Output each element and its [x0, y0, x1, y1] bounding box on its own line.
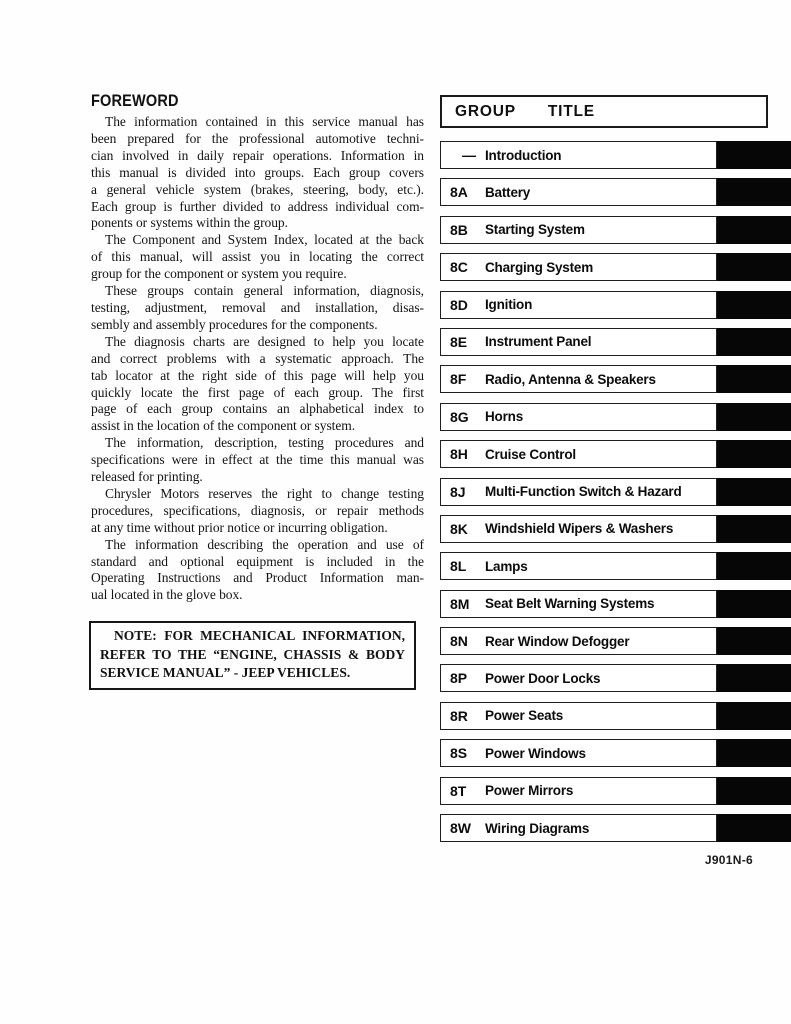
- group-tab-marker: [717, 365, 791, 393]
- group-row: [440, 141, 791, 169]
- text-line: REFER TO THE “ENGINE, CHASSIS & BODY: [100, 646, 405, 662]
- group-tab-marker: [717, 291, 791, 319]
- group-tab-marker: [717, 216, 791, 244]
- text-line: The information describing the operation and use of: [105, 536, 424, 552]
- text-line: page of each group contains an alphabetical index to: [91, 401, 424, 417]
- text-line: The information contained in this service manual has: [105, 114, 424, 129]
- group-row: [440, 291, 791, 319]
- group-row: [440, 178, 791, 206]
- group-row-label-box: [440, 515, 717, 543]
- text-line: Each group is further divided to address individual com-: [91, 198, 424, 214]
- group-code: 8G: [450, 408, 469, 425]
- group-code: 8H: [450, 446, 468, 463]
- group-code: 8K: [450, 520, 468, 537]
- group-row-label-box: [440, 291, 717, 319]
- text-line: ponents or systems within the group.: [91, 215, 288, 231]
- group-row: [440, 777, 791, 805]
- text-line: of this manual, will assist you in locating the correct: [91, 249, 424, 265]
- group-column-label: GROUP: [455, 102, 516, 120]
- text-line: specifications were in effect at the time this manual was: [91, 452, 424, 468]
- foreword-paragraph: [91, 537, 424, 605]
- group-row-label-box: [440, 178, 717, 206]
- group-title: Seat Belt Warning Systems: [485, 596, 655, 612]
- group-title: Power Mirrors: [485, 783, 574, 799]
- group-tab-marker: [717, 403, 791, 431]
- group-code: 8T: [450, 782, 467, 799]
- group-title: Power Windows: [485, 745, 586, 761]
- text-line: sembly and assembly procedures for the components.: [91, 316, 378, 332]
- group-tab-marker: [717, 440, 791, 468]
- group-index-header: [440, 95, 768, 128]
- text-line: cian involved in daily repair operations. Information in: [91, 147, 424, 163]
- group-row: [440, 627, 791, 655]
- group-row-label-box: [440, 253, 717, 281]
- text-line: been prepared for the professional automotive techni-: [91, 130, 424, 146]
- text-line: The diagnosis charts are designed to help you locate: [105, 333, 424, 349]
- group-code: 8B: [450, 221, 468, 238]
- group-code: 8D: [450, 296, 468, 313]
- group-title: Multi-Function Switch & Hazard: [485, 484, 682, 500]
- group-row: [440, 814, 791, 842]
- group-row-label-box: [440, 141, 717, 169]
- group-row: [440, 478, 791, 506]
- group-row-label-box: [440, 365, 717, 393]
- group-row: [440, 515, 791, 543]
- group-row-label-box: [440, 328, 717, 356]
- group-row-label-box: [440, 777, 717, 805]
- group-tab-marker: [717, 515, 791, 543]
- foreword-paragraph: [91, 334, 424, 435]
- text-line: Operating Instructions and Product Information man-: [91, 570, 424, 586]
- group-tab-marker: [717, 777, 791, 805]
- group-row: [440, 702, 791, 730]
- foreword-heading: FOREWORD: [91, 92, 179, 110]
- text-line: tab locator at the right side of this page will help you: [91, 367, 424, 383]
- text-line: at any time without prior notice or incurring obligation.: [91, 519, 388, 535]
- group-row-label-box: [440, 403, 717, 431]
- foreword-section: [91, 92, 424, 690]
- group-code: 8S: [450, 745, 468, 762]
- group-row-label-box: [440, 552, 717, 580]
- group-tab-marker: [717, 141, 791, 169]
- group-row: [440, 590, 791, 618]
- foreword-paragraph: [91, 114, 424, 232]
- group-tab-marker: [717, 702, 791, 730]
- group-row: [440, 403, 791, 431]
- group-code: 8J: [450, 483, 466, 500]
- group-code: 8M: [450, 595, 470, 612]
- group-title: Power Door Locks: [485, 670, 601, 686]
- group-row: [440, 216, 791, 244]
- foreword-paragraph: [91, 283, 424, 334]
- group-tab-marker: [717, 552, 791, 580]
- group-row-label-box: [440, 739, 717, 767]
- group-row-label-box: [440, 702, 717, 730]
- text-line: ual located in the glove box.: [91, 587, 243, 603]
- group-title: Rear Window Defogger: [485, 633, 630, 649]
- group-title: Wiring Diagrams: [485, 820, 590, 836]
- group-code: 8W: [450, 820, 471, 837]
- group-row: [440, 664, 791, 692]
- group-tab-marker: [717, 627, 791, 655]
- group-title: Cruise Control: [485, 446, 576, 462]
- group-title: Starting System: [485, 222, 585, 238]
- foreword-body: [91, 114, 424, 604]
- group-row: [440, 739, 791, 767]
- text-line: The information, description, testing procedures and: [105, 435, 424, 451]
- group-code: 8R: [450, 707, 468, 724]
- group-title: Instrument Panel: [485, 334, 592, 350]
- note-box: [89, 621, 416, 690]
- group-row: [440, 552, 791, 580]
- group-code: 8P: [450, 670, 468, 687]
- group-code: —: [462, 147, 476, 163]
- group-tab-marker: [717, 178, 791, 206]
- group-index: [440, 95, 791, 851]
- text-line: and correct problems with a systematic approach. The: [91, 350, 424, 366]
- group-code: 8C: [450, 259, 468, 276]
- group-row: [440, 328, 791, 356]
- text-line: SERVICE MANUAL” - JEEP VEHICLES.: [100, 664, 351, 680]
- group-tab-marker: [717, 664, 791, 692]
- text-line: quickly locate the first page of each group. The first: [91, 384, 424, 400]
- group-title: Ignition: [485, 297, 533, 313]
- foreword-paragraph: [91, 435, 424, 486]
- text-line: standard and optional equipment is included in the: [91, 553, 424, 569]
- group-title: Windshield Wipers & Washers: [485, 521, 674, 537]
- group-title: Radio, Antenna & Speakers: [485, 371, 656, 387]
- group-code: 8F: [450, 371, 467, 388]
- group-tab-marker: [717, 590, 791, 618]
- group-row: [440, 253, 791, 281]
- group-tab-marker: [717, 478, 791, 506]
- group-tab-marker: [717, 253, 791, 281]
- group-index-list: [440, 141, 791, 842]
- group-code: 8N: [450, 633, 468, 650]
- group-code: 8A: [450, 184, 468, 201]
- group-row-label-box: [440, 590, 717, 618]
- group-row: [440, 440, 791, 468]
- text-line: testing, adjustment, removal and installation, disas-: [91, 299, 424, 315]
- group-tab-marker: [717, 814, 791, 842]
- text-line: released for printing.: [91, 469, 203, 485]
- group-row-label-box: [440, 814, 717, 842]
- group-row-label-box: [440, 627, 717, 655]
- group-row-label-box: [440, 478, 717, 506]
- group-title: Charging System: [485, 259, 594, 275]
- group-row-label-box: [440, 216, 717, 244]
- group-row-label-box: [440, 440, 717, 468]
- title-column-label: TITLE: [547, 102, 595, 120]
- text-line: a general vehicle system (brakes, steering, body, etc.).: [91, 181, 424, 197]
- group-code: 8L: [450, 558, 467, 575]
- group-title: Battery: [485, 184, 531, 200]
- group-tab-marker: [717, 739, 791, 767]
- group-tab-marker: [717, 328, 791, 356]
- group-title: Horns: [485, 409, 524, 425]
- text-line: These groups contain general information, diagnosis,: [105, 283, 424, 299]
- group-title: Introduction: [485, 147, 562, 163]
- text-line: The Component and System Index, located at the back: [105, 232, 424, 248]
- text-line: procedures, specifications, diagnosis, or repair methods: [91, 502, 424, 518]
- text-line: assist in the location of the component or system.: [91, 418, 356, 434]
- text-line: group for the component or system you require.: [91, 266, 347, 282]
- text-line: Chrysler Motors reserves the right to change testing: [105, 485, 424, 501]
- foreword-paragraph: [91, 232, 424, 283]
- group-row: [440, 365, 791, 393]
- group-title: Lamps: [485, 558, 528, 574]
- group-row-label-box: [440, 664, 717, 692]
- text-line: NOTE: FOR MECHANICAL INFORMATION,: [114, 628, 405, 644]
- text-line: this manual is divided into groups. Each group covers: [91, 164, 424, 180]
- figure-code: J901N-6: [704, 853, 753, 867]
- group-code: 8E: [450, 333, 468, 350]
- group-title: Power Seats: [485, 708, 564, 724]
- foreword-paragraph: [91, 486, 424, 537]
